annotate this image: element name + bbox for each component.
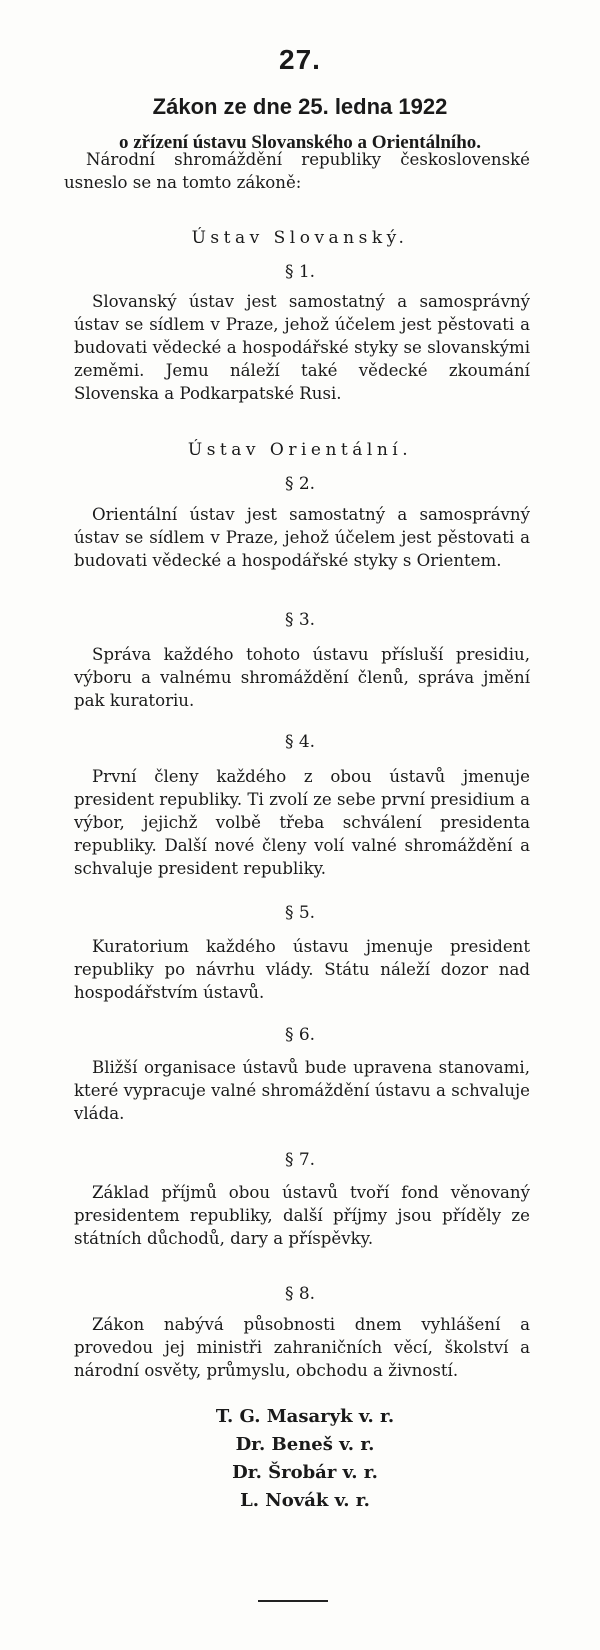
section-3-label: § 3. <box>284 610 316 630</box>
signature-srobar: Dr. Šrobár v. r. <box>232 1462 378 1483</box>
section-2-text: Orientální ústav jest samostatný a samosprávný ústav se sídlem v Praze, jehož účelem jest pěstovati a budovati vědecké a hospodářské styky s Orientem. <box>74 505 530 570</box>
section-1-label: § 1. <box>284 262 316 282</box>
section-3-text: Správa každého tohoto ústavu přísluší presidiu, výboru a valnému shromáždění členů, správa jmění pak kuratoriu. <box>74 645 530 710</box>
section-1-text: Slovanský ústav jest samostatný a samosprávný ústav se sídlem v Praze, jehož účelem jest pěstovati a budovati vědecké a hospodářské styky se slovanskými zeměmi. Jemu náleží také vědecké zkoumání Slovenska a Podkarpatské Rusi. <box>74 292 530 403</box>
law-number: 27. <box>279 44 321 75</box>
section-6-label: § 6. <box>284 1025 316 1045</box>
law-title: Zákon ze dne 25. ledna 1922 <box>152 94 448 119</box>
section-7-text: Základ příjmů obou ústavů tvoří fond věnovaný presidentem republiky, další příjmy jsou příděly ze státních důchodů, dary a příspěvky. <box>74 1183 530 1248</box>
signature-benes: Dr. Beneš v. r. <box>235 1434 375 1455</box>
section-2-label: § 2. <box>284 474 316 494</box>
signature-masaryk: T. G. Masaryk v. r. <box>215 1406 395 1427</box>
enactment-clause: Národní shromáždění republiky československé usneslo se na tomto zákoně: <box>64 150 530 192</box>
signature-novak: L. Novák v. r. <box>240 1490 370 1511</box>
section-8-text: Zákon nabývá působnosti dnem vyhlášení a provedou jej ministři zahraničních věcí, školství a národní osvěty, průmyslu, obchodu a živností. <box>74 1315 530 1380</box>
section-4-text: První členy každého z obou ústavů jmenuje president republiky. Ti zvolí ze sebe první presidium a výbor, jejichž volbě třeba schválení presidenta republiky. Další nové členy volí valné shromáždění a schvaluje president republiky. <box>74 767 530 878</box>
heading-oriental-institute: Ústav Orientální. <box>187 440 413 460</box>
closing-rule <box>258 1600 328 1602</box>
section-5-label: § 5. <box>284 903 316 923</box>
section-6-text: Bližší organisace ústavů bude upravena stanovami, které vypracuje valné shromáždění ústavu a schvaluje vláda. <box>74 1058 530 1123</box>
section-4-label: § 4. <box>284 732 316 752</box>
section-7-label: § 7. <box>284 1150 316 1170</box>
section-5-text: Kuratorium každého ústavu jmenuje president republiky po návrhu vlády. Státu náleží dozor nad hospodářstvím ústavů. <box>74 937 530 1002</box>
section-8-label: § 8. <box>284 1284 316 1304</box>
heading-slavic-institute: Ústav Slovanský. <box>191 228 409 248</box>
law-subtitle: o zřízení ústavu Slovanského a Orientálního. <box>118 132 482 153</box>
